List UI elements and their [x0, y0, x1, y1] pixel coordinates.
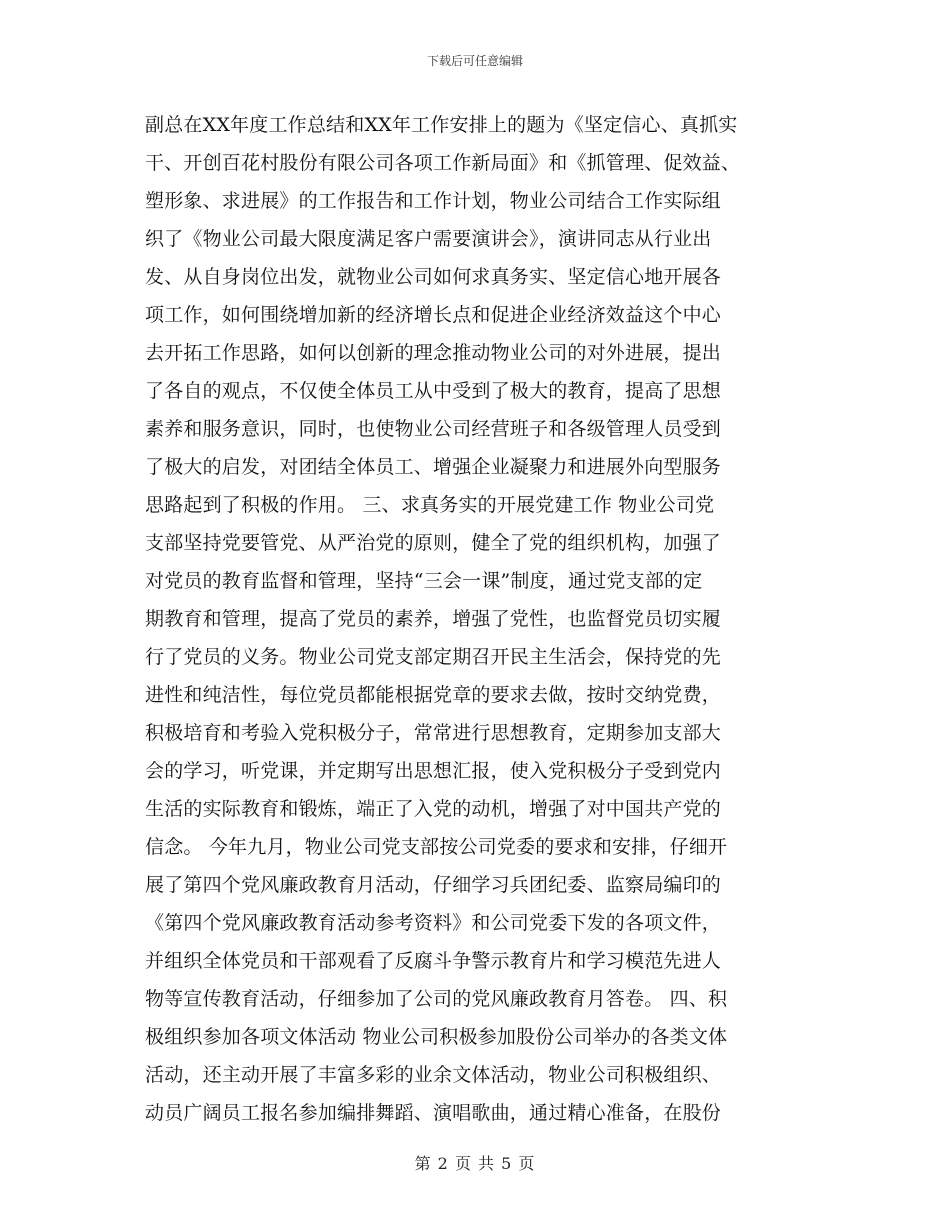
text-line: 行了党员的义务。物业公司党支部定期召开民主生活会，保持党的先	[145, 646, 722, 668]
text-line: 发、从自身岗位出发，就物业公司如何求真务实、坚定信心地开展各	[145, 266, 722, 288]
text-line: 对党员的教育监督和管理，坚持“三会一课”制度，通过党支部的定	[145, 570, 703, 592]
text-line: 去开拓工作思路，如何以创新的理念推动物业公司的对外进展，提出	[145, 342, 722, 364]
text-line: 信念。 今年九月，物业公司党支部按公司党委的要求和安排，仔细开	[145, 836, 728, 858]
text-line: 干、开创百花村股份有限公司各项工作新局面》和《抓管理、促效益、	[145, 152, 741, 174]
text-line: 积极培育和考验入党积极分子，常常进行思想教育，定期参加支部大	[145, 722, 722, 744]
text-line: 副总在XX年度工作总结和XX年工作安排上的题为《坚定信心、真抓实	[145, 114, 738, 136]
text-line: 支部坚持党要管党、从严治党的原则，健全了党的组织机构，加强了	[145, 532, 722, 554]
text-line: 物等宣传教育活动，仔细参加了公司的党风廉政教育月答卷。 四、积	[145, 988, 728, 1010]
text-line: 活动，还主动开展了丰富多彩的业余文体活动，物业公司积极组织、	[145, 1064, 722, 1086]
text-line: 动员广阔员工报名参加编排舞蹈、演唱歌曲，通过精心准备，在股份	[145, 1102, 722, 1124]
text-line: 展了第四个党风廉政教育月活动，仔细学习兵团纪委、监察局编印的	[145, 874, 722, 896]
page-header: 下载后可任意编辑	[426, 54, 523, 68]
text-line: 《第四个党风廉政教育活动参考资料》和公司党委下发的各项文件，	[145, 912, 722, 934]
text-line: 织了《物业公司最大限度满足客户需要演讲会》，演讲同志从行业出	[145, 228, 712, 250]
text-line: 了各自的观点，不仅使全体员工从中受到了极大的教育，提高了思想	[145, 380, 722, 402]
text-line: 进性和纯洁性，每位党员都能根据党章的要求去做，按时交纳党费，	[145, 684, 722, 706]
text-line: 会的学习，听党课，并定期写出思想汇报，使入党积极分子受到党内	[145, 760, 722, 782]
text-line: 项工作，如何围绕增加新的经济增长点和促进企业经济效益这个中心	[145, 304, 722, 326]
text-line: 极组织参加各项文体活动 物业公司积极参加股份公司举办的各类文体	[145, 1026, 728, 1048]
page-number: 第 2 页 共 5 页	[414, 1154, 536, 1173]
text-line: 并组织全体党员和干部观看了反腐斗争警示教育片和学习模范先进人	[145, 950, 722, 972]
text-line: 素养和服务意识，同时，也使物业公司经营班子和各级管理人员受到	[145, 418, 722, 440]
text-line: 思路起到了积极的作用。 三、求真务实的开展党建工作 物业公司党	[145, 494, 715, 516]
text-line: 了极大的启发，对团结全体员工、增强企业凝聚力和进展外向型服务	[145, 456, 722, 478]
document-body	[145, 106, 815, 1132]
text-line: 期教育和管理，提高了党员的素养，增强了党性，也监督党员切实履	[145, 608, 722, 630]
text-line: 塑形象、求进展》的工作报告和工作计划，物业公司结合工作实际组	[145, 190, 722, 212]
text-line: 生活的实际教育和锻炼，端正了入党的动机，增强了对中国共产党的	[145, 798, 722, 820]
